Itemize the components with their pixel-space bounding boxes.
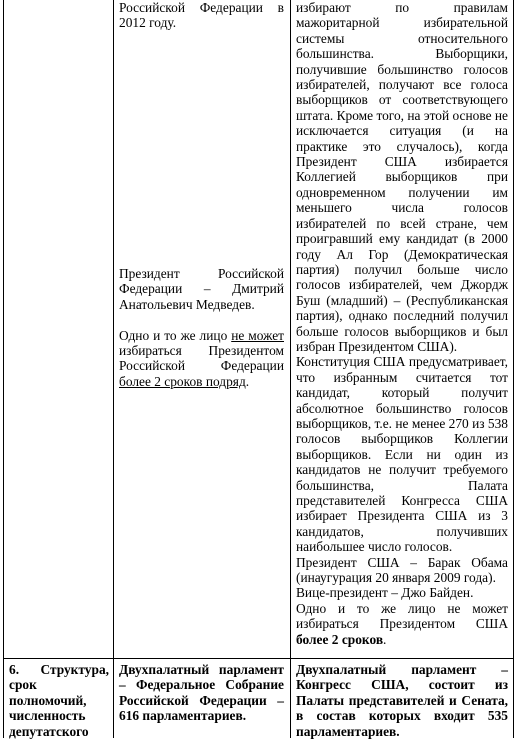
row6-usa-parliament: Двухпалатный парламент – Конгресс США, состоит из Палаты представителей и Сената, в состав которых входит 535 парламентариев. bbox=[296, 662, 508, 739]
cell-usa-election bbox=[296, 0, 508, 647]
row-divider bbox=[3, 658, 514, 659]
usa-vice-president-text: Вице-президент – Джо Байден. bbox=[296, 585, 474, 601]
row6-heading: 6. Структура, срок полномочий, численность депутатского bbox=[9, 662, 109, 739]
column-divider-1 bbox=[113, 0, 114, 738]
cell-russia-president bbox=[119, 266, 284, 389]
usa-electors-text: избирают по правилам мажоритарной избирательной системы относительного большинства. Выборщики, получившие большинство голосов избирателей, получают все голоса выборщиков от соответствующего штата. Кроме того, на этой основе не исключается ситуация (и на практике это случалось), когда Президент США избирается Коллегией выборщиков при одновременном получении им меньшего числа голосов избирателей по всей стране, чем проигравший ему кандидат (в 2000 году Ал Гор (Демократическая партия) получил больше число голосов избирателей, чем Джордж Буш (младший) – (Республиканская партия), однако последний получил больше голосов выборщиков и был избран Президентом США). bbox=[296, 0, 508, 354]
usa-president-text: Президент США – Барак Обама (инаугурация 20 января 2009 года). bbox=[296, 554, 508, 586]
usa-constitution-text: Конституция США предусматривает, что избранным считается тот кандидат, который получит абсолютное большинство голосов выборщиков, т.е. не менее 270 из 538 голосов выборщиков Коллегии выборщиков. Если ни один из кандидатов не получит требуемого большинства, Палата представителей Конгресса США избирает Президента США из 3 кандидатов, получивших наибольшее число голосов. bbox=[296, 354, 508, 555]
column-divider-2 bbox=[290, 0, 291, 738]
table-border-right bbox=[513, 0, 514, 738]
usa-term-limit-text: Одно и то же лицо не может избираться Президентом США более 2 сроков. bbox=[296, 600, 508, 647]
russia-president-text: Президент Российской Федерации – Дмитрий Анатольевич Медведев. bbox=[119, 266, 284, 312]
row6-russia-parliament: Двухпалатный парламент – Федеральное Собрание Российской Федерации – 616 парламентариев. bbox=[119, 662, 284, 724]
russia-election-year-text: Российской Федерации в 2012 году. bbox=[119, 0, 284, 31]
russia-term-limit-text: Одно и то же лицо не может избираться Президентом Российской Федерации более 2 сроков подряд. bbox=[119, 327, 284, 389]
table-border-left bbox=[3, 0, 4, 738]
cell-russia-election bbox=[119, 0, 284, 31]
